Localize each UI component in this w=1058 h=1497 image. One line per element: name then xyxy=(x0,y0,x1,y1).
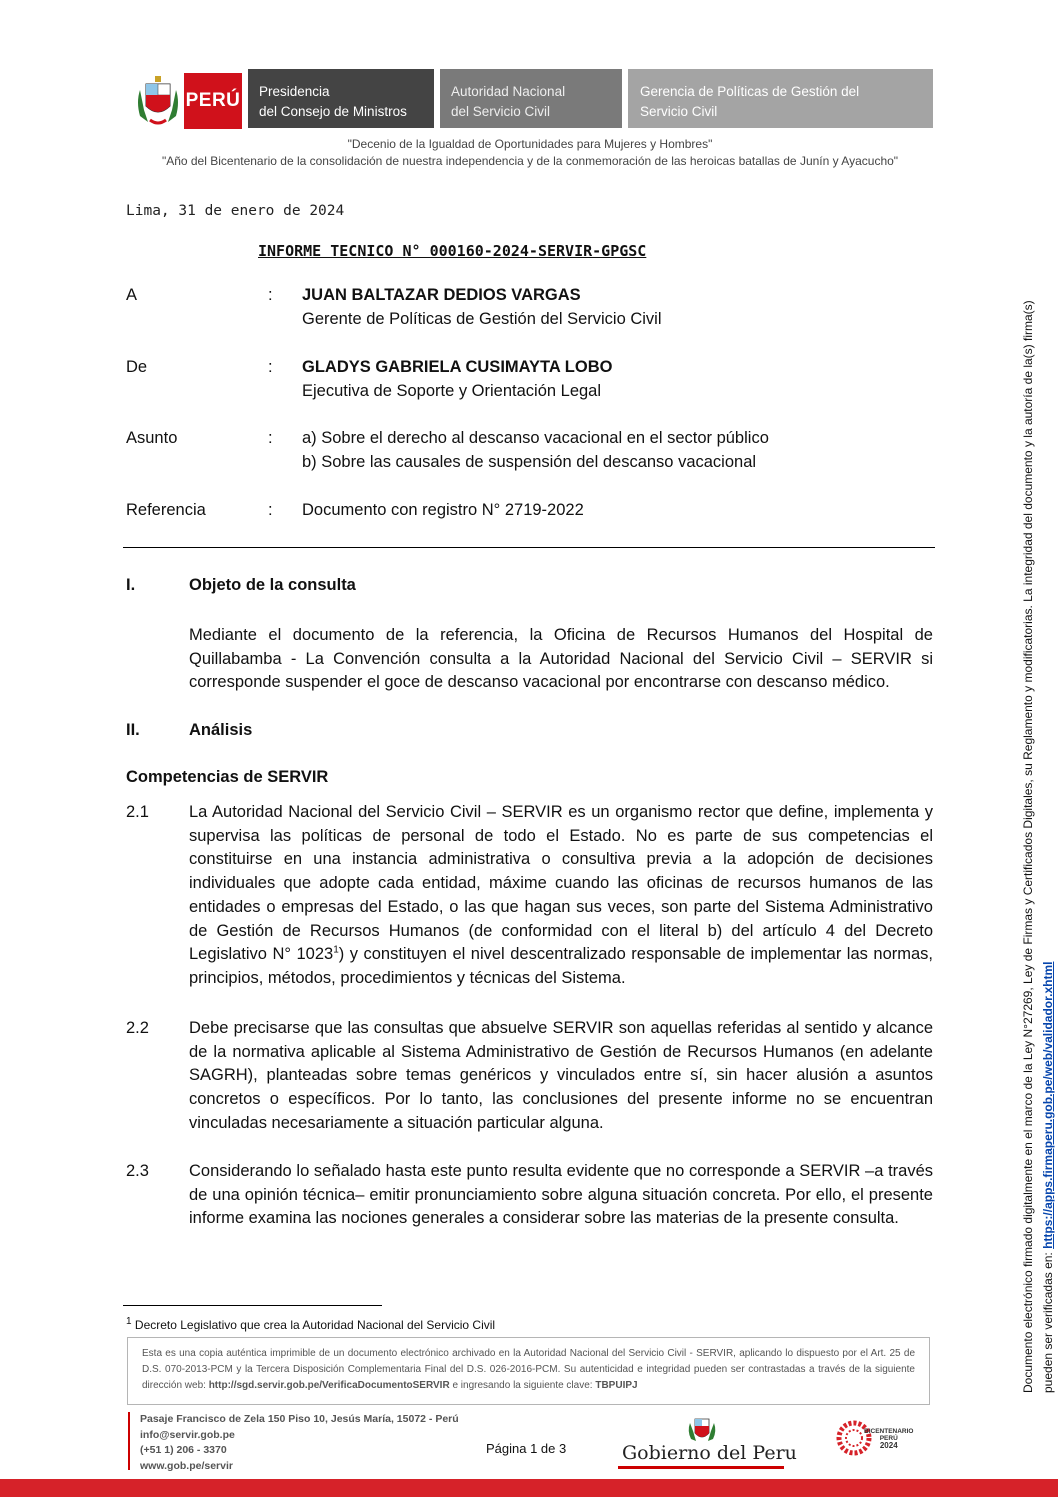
paragraph-number: 2.3 xyxy=(126,1162,149,1180)
footnote-ref: 1 xyxy=(333,944,339,956)
paragraph-2-3: Considerando lo señalado hasta este punto resulta evidente que no corresponde a SERVIR –a través de una opinión técnica– emitir pronunciamiento sobre alguna situación concreta. Por ello, el presente informe examina las nociones generales a considerar sobre las materias de la presente consulta. xyxy=(189,1162,933,1228)
colon: : xyxy=(268,358,273,376)
gerencia-box: Gerencia de Políticas de Gestión del Servicio Civil xyxy=(628,69,933,128)
servir-box: Autoridad Nacional del Servicio Civil xyxy=(440,69,622,128)
reference-value: Documento con registro N° 2719-2022 xyxy=(302,501,584,519)
footer-band xyxy=(0,1479,1058,1497)
slogan-decade: "Decenio de la Igualdad de Oportunidades para Mujeres y Hombres" xyxy=(347,137,713,151)
page-number: Página 1 de 3 xyxy=(486,1441,567,1456)
from-name: GLADYS GABRIELA CUSIMAYTA LOBO xyxy=(302,358,613,376)
paragraph-number: 2.2 xyxy=(126,1019,149,1037)
section-2-title: Análisis xyxy=(189,721,253,739)
place-date: Lima, 31 de enero de 2024 xyxy=(126,203,345,219)
digital-signature-note: Documento electrónico firmado digitalmente en el marco de la Ley N°27269, Ley de Firmas y Certificados Digitales, su Reglamento y modificatorias. La integridad del documento y la autoría de la(s) firma(s) pueden ser verificadas en: https://apps.firmaperu.gob.pe/web/validador.xhtml xyxy=(1021,300,1055,1393)
paragraph-number: 2.1 xyxy=(126,803,149,821)
to-role: Gerente de Políticas de Gestión del Servicio Civil xyxy=(302,310,662,328)
section-1-title: Objeto de la consulta xyxy=(189,576,356,594)
paragraph-2-2: Debe precisarse que las consultas que absuelve SERVIR son aquellas referidas al sentido y alcance de la normativa aplicable al Sistema Administrativo de Gestión de Recursos Humanos (en adelante SAGRH), planteadas sobre temas genéricos y vinculados entre sí, sin hacer alusión a asuntos concretos o específicos. Por lo tanto, las conclusiones del presente informe no se encuentran vinculadas necesariamente a situación particular alguna. xyxy=(189,1019,933,1132)
slogan-year: "Año del Bicentenario de la consolidación de nuestra independencia y de la conmemoración de las heroicas batallas de Junín y Ayacucho" xyxy=(161,154,899,168)
divider xyxy=(123,547,935,548)
contact-address: Pasaje Francisco de Zela 150 Piso 10, Jesús María, 15072 - Perú info@servir.gob.pe (+51 1) 206 - 3370 www.gob.pe/servir xyxy=(140,1413,459,1472)
reference-label: Referencia xyxy=(126,501,206,519)
subject-label: Asunto xyxy=(126,429,178,447)
footnote-divider xyxy=(123,1305,382,1306)
verification-key: TBPUIPJ xyxy=(595,1380,638,1391)
colon: : xyxy=(268,501,273,519)
from-role: Ejecutiva de Soporte y Orientación Legal xyxy=(302,382,602,400)
pcm-box: Presidencia del Consejo de Ministros xyxy=(248,69,434,128)
government-crest-icon xyxy=(686,1415,718,1443)
colon: : xyxy=(268,286,273,304)
subject-b: b) Sobre las causales de suspensión del descanso vacacional xyxy=(302,453,757,471)
subsection-title: Competencias de SERVIR xyxy=(126,768,329,786)
section-1-number: I. xyxy=(126,576,136,594)
to-name: JUAN BALTAZAR DEDIOS VARGAS xyxy=(302,286,581,304)
section-2-number: II. xyxy=(126,721,140,739)
colon: : xyxy=(268,429,273,447)
validator-link[interactable]: https://apps.firmaperu.gob.pe/web/validador.xhtml xyxy=(1041,961,1055,1249)
peru-coat-of-arms-icon xyxy=(134,72,182,130)
authenticity-notice: Esta es una copia auténtica imprimible de un documento electrónico archivado en la Autoridad Nacional del Servicio Civil - SERVIR, aplicando lo dispuesto por el Art. 25 de D.S. 070-2013-PCM y la Tercera Disposición Complementaria Final del D.S. 026-2016-PCM. Su autenticidad e integridad pueden ser contrastadas a través de la siguiente dirección web: http://sgd.servir.gob.pe/VerificaDocumentoSERVIR e ingresando la siguiente clave: TBPUIPJ xyxy=(127,1337,930,1405)
address-accent xyxy=(128,1412,130,1470)
gobierno-del-peru-logo: Gobierno del Peru xyxy=(622,1442,797,1464)
subject-a: a) Sobre el derecho al descanso vacacional en el sector público xyxy=(302,429,769,447)
bicentenario-text: BICENTENARIO PERÚ 2024 xyxy=(864,1428,914,1450)
from-label: De xyxy=(126,358,148,376)
paragraph-2-1: La Autoridad Nacional del Servicio Civil – SERVIR es un organismo rector que define, implementa y supervisa las políticas de personal de todo el Estado. No es parte de sus competencias el constituirse en una instancia administrativa o consultiva previa a la adopción de decisiones individuales que adopte cada entidad, máxime cuando las oficinas de recursos humanos de las entidades o empresas del Estado, o las que hagan sus veces, son parte del Sistema Administrativo de Gestión de Recursos Humanos (de conformidad con el literal b) del artículo 4 del Decreto Legislativo N° 1023$^1$) y constituyen el nivel descentralizado responsable de implementar las normas, principios, métodos, procedimientos y técnicas del Sistema. xyxy=(189,803,933,987)
peru-brand: PERÚ xyxy=(184,73,242,129)
document-title: INFORME TECNICO N° 000160-2024-SERVIR-GPGSC xyxy=(258,242,647,260)
gobierno-underline xyxy=(618,1466,784,1469)
to-label: A xyxy=(126,286,138,304)
verification-url[interactable]: http://sgd.servir.gob.pe/VerificaDocumentoSERVIR xyxy=(208,1380,450,1391)
section-1-text: Mediante el documento de la referencia, la Oficina de Recursos Humanos del Hospital de Quillabamba - La Convención consulta a la Autoridad Nacional del Servicio Civil – SERVIR si corresponde suspender el goce de descanso vacacional por encontrarse con descanso médico. xyxy=(189,626,933,692)
footnote: $^1$ Decreto Legislativo que crea la Autoridad Nacional del Servicio Civil xyxy=(126,1316,496,1332)
